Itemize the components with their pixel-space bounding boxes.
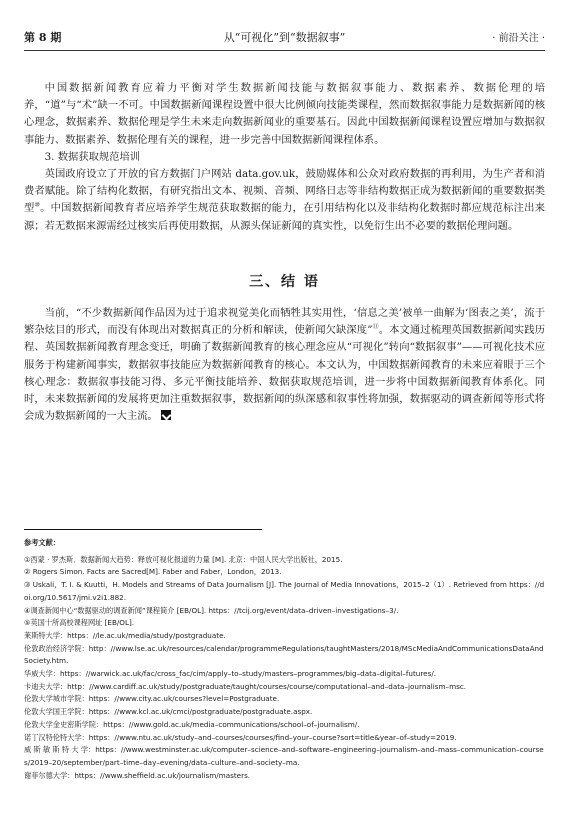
- reference-item: ② Rogers Simon. Facts are Sacred[M]. Faber and Faber，London，2013.: [24, 567, 282, 577]
- end-of-article-icon: [161, 410, 171, 420]
- references-rule: [24, 529, 262, 530]
- paragraph-data-acquisition: [24, 166, 545, 235]
- reference-item: ⑤英国十所高校课程网址 [EB/OL].: [24, 618, 135, 628]
- references-section: [24, 537, 545, 782]
- reference-item: 莱斯特大学：https：//le.ac.uk/media/study/postgraduate.: [24, 630, 226, 640]
- paragraph-conclusion: [24, 305, 545, 425]
- footnote-ref-11: ⑪: [372, 323, 379, 331]
- reference-item: ③ Uskali，T. I. & Kuutti，H. Models and Streams of Data Journalism [J]. The Journal of Media Innovations，2015–2（1）. Retrieved from https：//doi.org/10.5617/jmi.v2i1.882.: [24, 580, 545, 602]
- issue-number: 第 8 期: [24, 31, 62, 44]
- body-upper: [24, 80, 545, 235]
- paragraph-conclusion-part1: 当前，“不少数据新闻作品因为过于追求视觉美化而牺牲其实用性，‘信息之美’被单一曲解为‘图表之美’，流于繁杂炫目的形式，而没有体现出对数据真正的分析和解读，使新闻欠缺深度”: [24, 307, 545, 337]
- running-title: 从“可视化”到“数据叙事”: [223, 31, 346, 44]
- header-rule: [24, 50, 545, 51]
- reference-item: 卡迪夫大学：http：//www.cardiff.ac.uk/study/postgraduate/taught/courses/course/computational–and–data–journalism–msc.: [24, 681, 467, 691]
- subheading-data-acquisition: 3. 数据获取规范培训: [44, 150, 141, 163]
- paragraph-data-acquisition-part1: 英国政府设立了开放的官方数据门户网站 data.gov.uk，鼓励媒体和公众对政府数据的再利用，为生产者和消费者赋能。除了结构化数据，有研究指出文本、视频、音频、网络日志等非结构数据正成为数据新闻的重要数据类型: [24, 168, 545, 215]
- reference-item: 华威大学：https：//warwick.ac.uk/fac/cross_fac/cim/apply–to–study/masters–programmes/big–data–digital–futures/.: [24, 669, 437, 679]
- paragraph-conclusion-part2: 。本文通过梳理英国数据新闻实践历程、英国数据新闻教育理念变迁，明确了数据新闻教育的核心理念应从“可视化”转向“数据叙事”——可视化技术应服务于构建新闻事实，数据叙事技能应为数据新闻教育的核心。本文认为，中国数据新闻教育的未来应着眼于三个核心理念：数据叙事技能习得、多元平衡技能培养、数据获取规范培训，进一步将中国数据新闻教育体系化。同时，未来数据新闻的发展将更加注重数据叙事，数据新闻的纵深感和叙事性将加强，数据驱动的调查新闻等形式将会成为数据新闻的一大主流。: [24, 324, 546, 423]
- reference-item: 威 斯 敏 斯 特 大 学：https：//www.westminster.ac.uk/computer–science–and–software–engineering–journalism–and–mass–communication–courses/2019–20/september/part–time–day–evening/data–culture–and–society–ma.: [24, 745, 544, 767]
- body-conclusion: [24, 305, 545, 425]
- reference-item: 伦敦政治经济学院：http：//www.lse.ac.uk/resources/calendar/programmeRegulations/taughtMasters/2018/MScMediaAndCommunicationsDataAndSociety.htm.: [24, 643, 544, 666]
- reference-item: 伦敦大学金史密斯学院：https：//www.gold.ac.uk/media–communications/school–of–journalism/.: [24, 719, 360, 729]
- section-heading-conclusion: 三、结 语: [249, 274, 320, 290]
- paragraph-data-acquisition-part2: 。中国数据新闻教育者应培养学生规范获取数据的能力，在引用结构化以及非结构化数据时都应规范标注出来源；若无数据来源需经过核实后再使用数据，从源头保证新闻的真实性，以免衍生出不必要的数据伦理问题。: [24, 202, 545, 232]
- paragraph-curriculum-balance: 中国数据新闻教育应着力平衡对学生数据新闻技能与数据叙事能力、数据素养、数据伦理的培养，“道”与“术”缺一不可。中国数据新闻课程设置中很大比例倾向技能类课程，然而数据叙事能力是数据新闻的核心理念，数据素养、数据伦理是学生未来走向数据新闻业的重要基石。因此中国数据新闻课程设置应增加与数据叙事能力、数据素养、数据伦理有关的课程，进一步完善中国数据新闻课程体系。: [24, 82, 545, 146]
- reference-item: 诺丁汉特伦特大学：https：//www.ntu.ac.uk/study–and–courses/courses/find–your–course?sort=title&year–of–study=2019.: [24, 732, 457, 742]
- reference-item: 伦敦大学城市学院：https：//www.city.ac.uk/courses?level=Postgraduate.: [24, 694, 280, 704]
- column-name: · 前沿关注 ·: [492, 33, 545, 44]
- reference-item: 伦敦大学国王学院：https：//www.kcl.ac.uk/cmci/postgraduate/postgraduate.aspx.: [24, 707, 313, 717]
- reference-item: ①西蒙 · 罗杰斯．数据新闻大趋势：释放可视化报道的力量 [M]. 北京：中国人民大学出版社，2015.: [24, 554, 343, 564]
- footnote-ref-10: ⑩: [34, 202, 41, 209]
- references-heading: 参考文献：: [24, 538, 60, 547]
- reference-item: 谢菲尔德大学：https：//www.sheffield.ac.uk/journalism/masters.: [24, 770, 251, 780]
- reference-item: ④调查新闻中心“数据驱动的调查新闻”课程简介 [EB/OL]. https：//tcij.org/event/data–driven–investigations–3/.: [24, 605, 399, 615]
- running-header: [24, 29, 545, 47]
